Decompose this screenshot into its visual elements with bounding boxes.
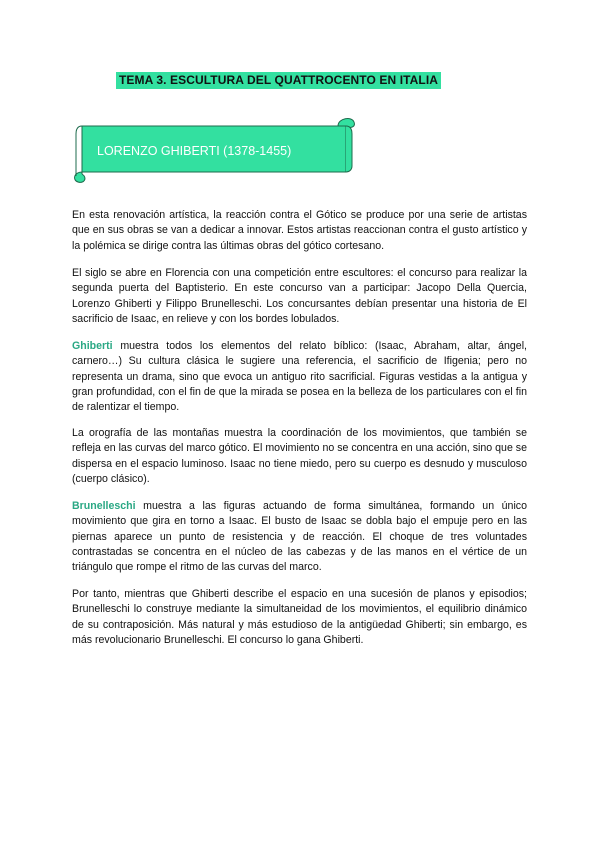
paragraph-brunelleschi [72,499,527,575]
paragraph-conclusion [72,587,527,648]
paragraph-text: El siglo se abre en Florencia con una competición entre escultores: el concurso para realizar la segunda puerta del Baptisterio. En este concurso van a participar: Jacopo Della Quercia, Lorenzo Ghiberti y Filippo Brunelleschi. Los concursantes debían presentar una historia de El sacrificio de Isaac, en relieve y con los bordes lobulados. [72,267,527,325]
paragraph-text: La orografía de las montañas muestra la coordinación de los movimientos, que también se refleja en las curvas del marco gótico. El movimiento no se concentra en una acción, sino que se dispersa en el espacio luminoso. Isaac no tiene miedo, pero su cuerpo es desnudo y musculoso (cuerpo clásico). [72,427,527,485]
paragraph-intro [72,208,527,254]
paragraph-competition [72,266,527,327]
paragraph-text: En esta renovación artística, la reacción contra el Gótico se produce por una serie de artistas que en sus obras se van a dedicar a innovar. Estos artistas reaccionan contra el gusto artístico y la polémica se dirige contra las últimas obras del gótico cortesano. [72,209,527,252]
paragraph-ghiberti [72,339,527,415]
paragraph-orography [72,426,527,487]
paragraph-text: muestra a las figuras actuando de forma simultánea, formando un único movimiento que gira en torno a Isaac. El busto de Isaac se dobla bajo el empuje pero en las piernas aparece un punto de resistencia y de reacción. El choque de tres voluntades contrastadas se concentra en el núcleo de las cabezas y de las manos en el vértice de un triángulo que rompe el ritmo de las curvas del marco. [72,500,527,574]
paragraph-text: Por tanto, mientras que Ghiberti describe el espacio en una sucesión de planos y episodios; Brunelleschi lo construye mediante la simultaneidad de los movimientos, el equilibrio dinámico de su contraposición. Más natural y más estudioso de la antigüedad Ghiberti; sin embargo, es más revolucionario Brunelleschi. El concurso lo gana Ghiberti. [72,588,527,646]
page-title: TEMA 3. ESCULTURA DEL QUATTROCENTO EN ITALIA [116,72,441,89]
paragraph-text: muestra todos los elementos del relato bíblico: (Isaac, Abraham, altar, ángel, carnero…) Su cultura clásica le sugiere una referencia, el sacrificio de Ifigenia; pero no representa un drama, sino que evoca un antiguo rito sacrificial. Figuras vestidas a la antigua y gran profundidad, con el fin de que la mirada se posea en la belleza de los particulares con el fin de ralentizar el tiempo. [72,340,527,414]
banner-heading: LORENZO GHIBERTI (1378-1455) [97,144,292,158]
scroll-banner [70,114,370,186]
highlight-ghiberti: Ghiberti [72,340,113,352]
highlight-brunelleschi: Brunelleschi [72,500,136,512]
